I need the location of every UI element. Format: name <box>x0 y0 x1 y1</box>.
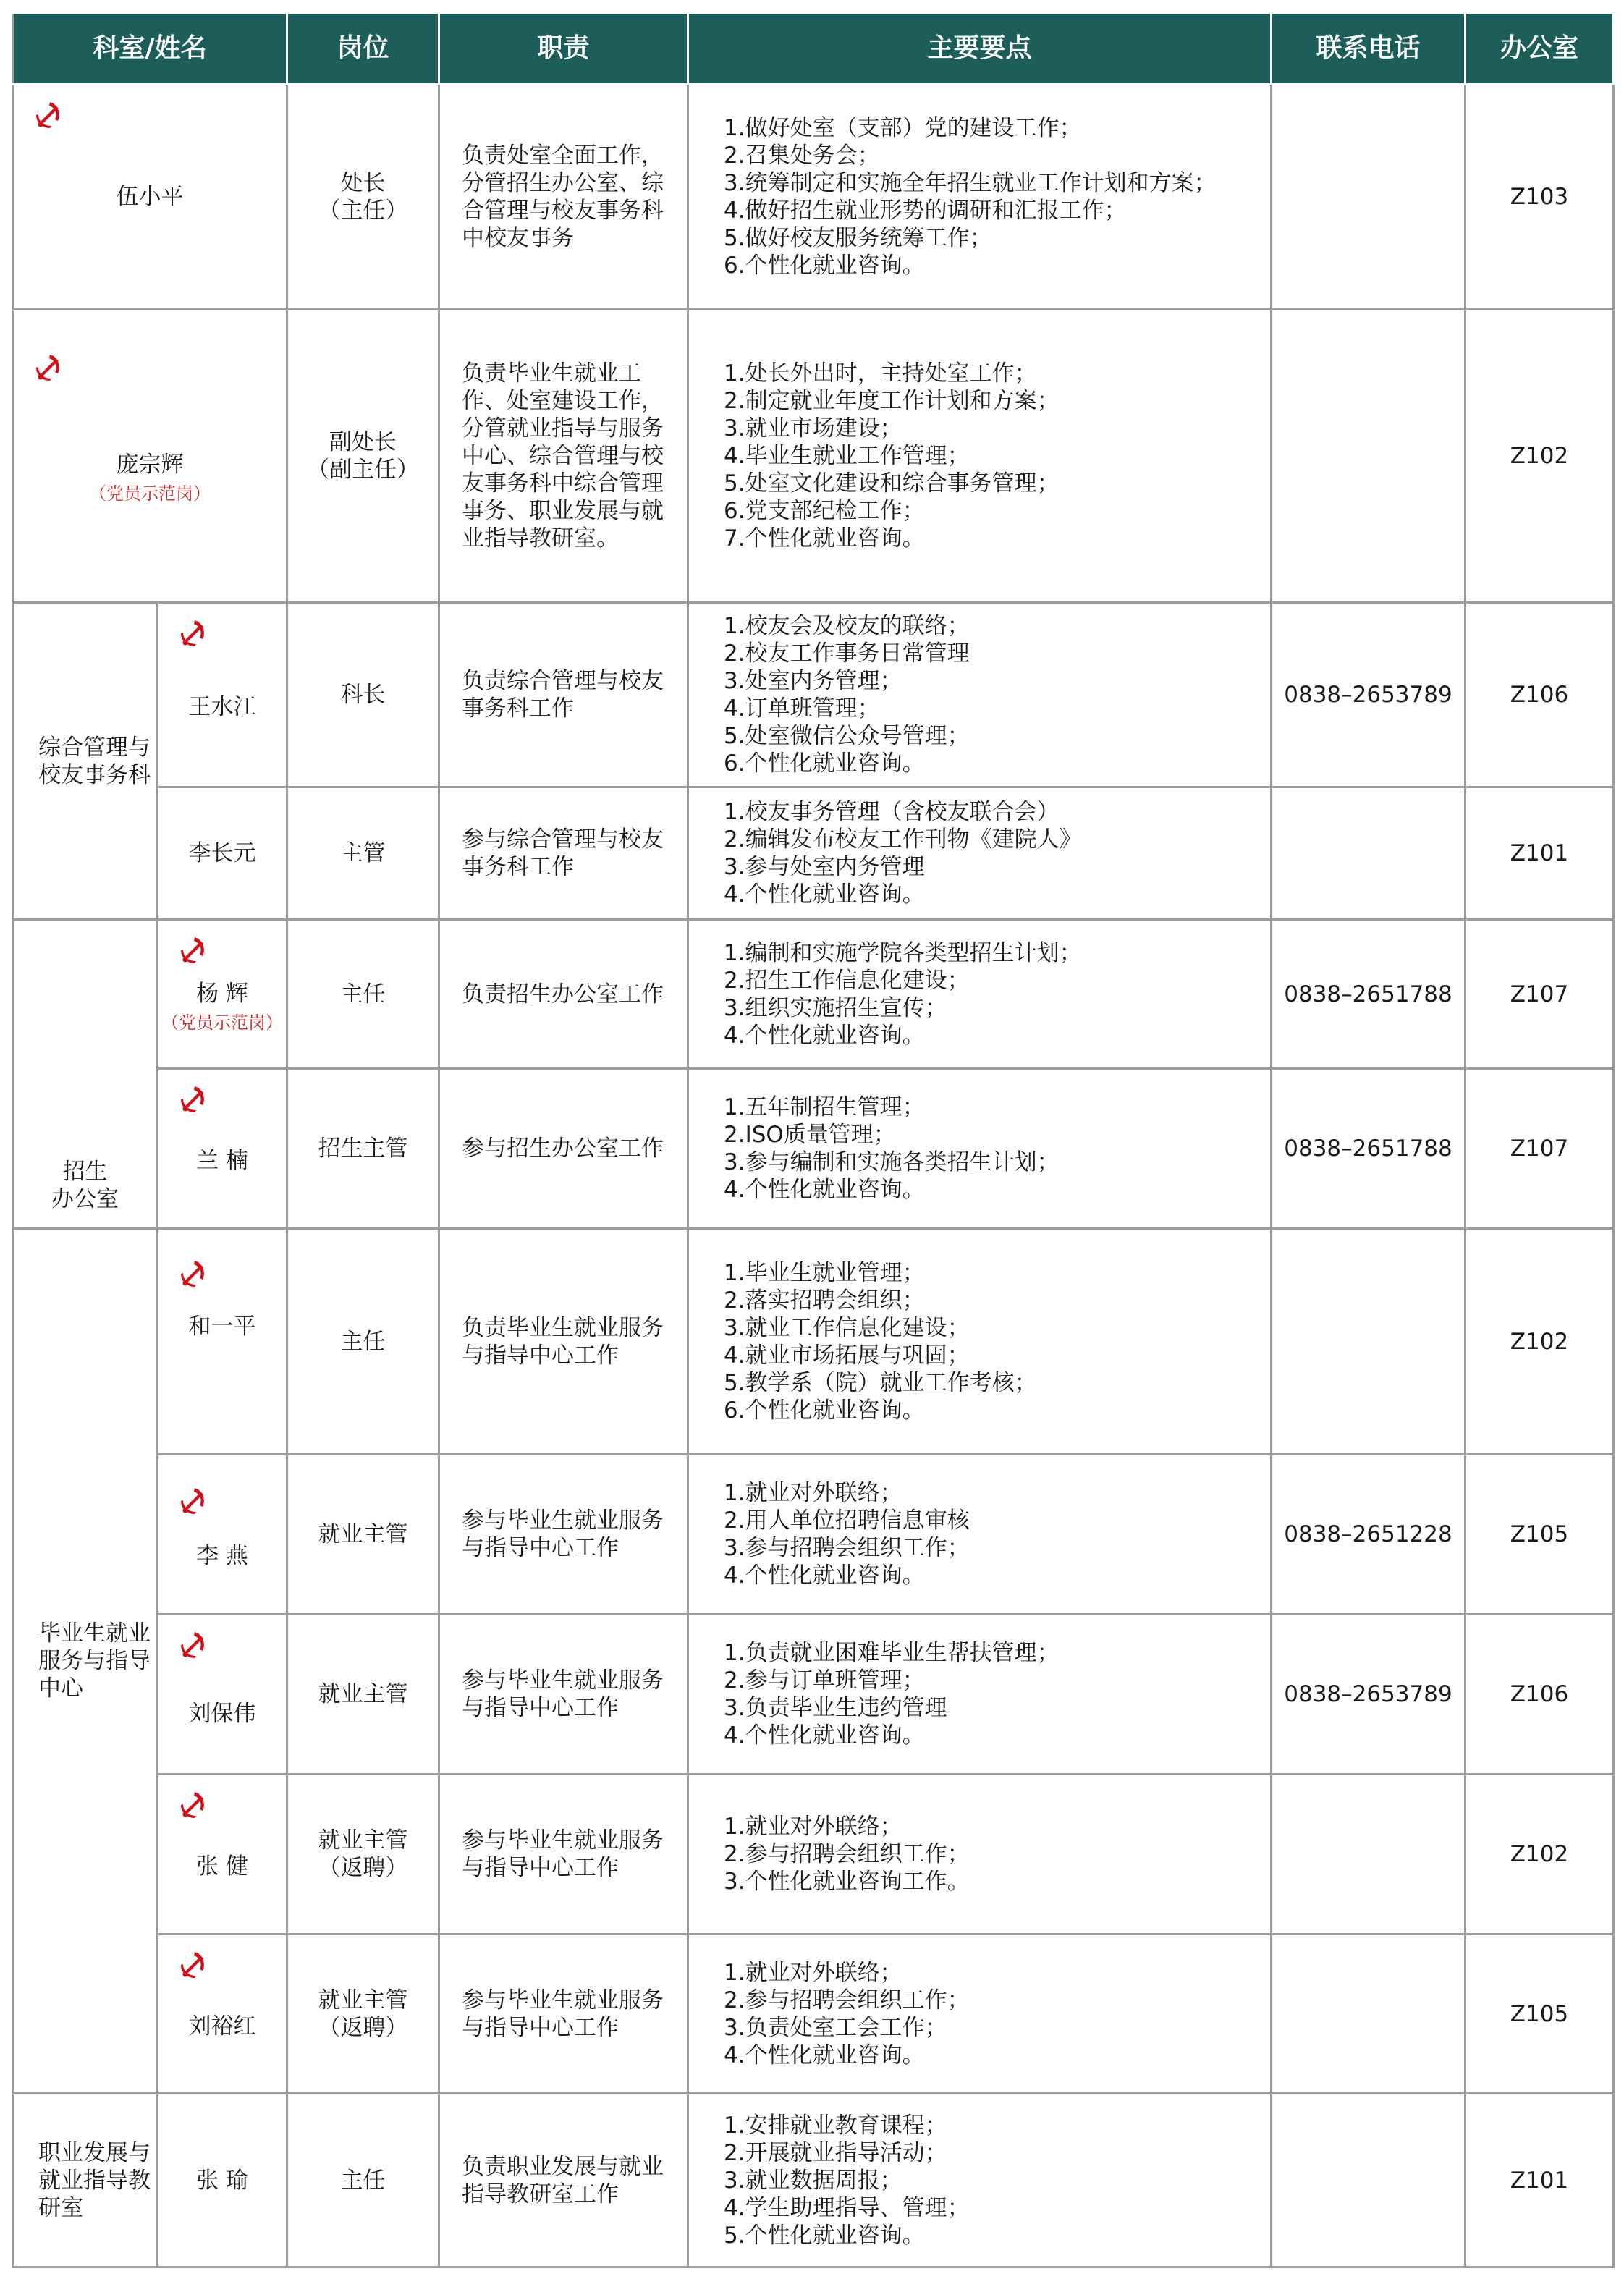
duty-cell: 参与毕业生就业服务与指导中心工作 <box>439 1455 688 1615</box>
party-emblem-icon <box>177 1788 209 1820</box>
point-item: 1.处长外出时，主持处室工作； <box>724 360 1037 386</box>
person-name: 杨 辉 <box>196 980 248 1007</box>
point-item: 3.处室内务管理； <box>724 668 902 694</box>
name-cell <box>158 603 287 787</box>
duty-cell: 负责毕业生就业服务与指导中心工作 <box>439 1229 688 1455</box>
point-item: 3.组织实施招生宣传； <box>724 994 947 1021</box>
point-item: 1.就业对外联络； <box>724 1814 902 1840</box>
point-item: 6.个性化就业咨询。 <box>724 253 925 279</box>
header-dept-name: 科室/姓名 <box>13 13 287 85</box>
name-cell <box>158 1229 287 1455</box>
phone-cell: 0838–2653789 <box>1272 603 1466 787</box>
header-position: 岗位 <box>287 13 439 85</box>
person-name: 刘裕红 <box>188 2013 256 2039</box>
office-cell: Z107 <box>1466 1069 1614 1229</box>
table-row <box>13 85 1614 310</box>
point-item: 1.安排就业教育课程； <box>724 2112 947 2139</box>
point-item: 1.编制和实施学院各类型招生计划； <box>724 939 1082 966</box>
point-item: 4.个性化就业咨询。 <box>724 881 925 908</box>
duty-cell: 参与毕业生就业服务与指导中心工作 <box>439 1935 688 2094</box>
table-row <box>13 920 1614 1069</box>
phone-cell: 0838–2651788 <box>1272 920 1466 1069</box>
points-cell <box>688 603 1272 787</box>
point-item: 6.党支部纪检工作； <box>724 498 925 524</box>
dept-cell: 综合管理与校友事务科 <box>13 603 158 920</box>
name-cell <box>158 1935 287 2094</box>
table-row <box>13 787 1614 920</box>
name-cell <box>158 1455 287 1615</box>
party-emblem-icon <box>33 351 64 383</box>
points-cell <box>688 920 1272 1069</box>
person-name: 和一平 <box>188 1313 256 1340</box>
name-cell <box>13 85 287 310</box>
dept-cell: 毕业生就业服务与指导中心 <box>13 1229 158 2094</box>
point-item: 2.制定就业年度工作计划和方案； <box>724 388 1060 414</box>
name-cell <box>158 920 287 1069</box>
person-name: 张 瑜 <box>196 2167 248 2194</box>
point-item: 3.就业数据周报； <box>724 2167 902 2194</box>
office-cell: Z106 <box>1466 603 1614 787</box>
phone-cell <box>1272 1935 1466 2094</box>
header-phone: 联系电话 <box>1272 13 1466 85</box>
point-item: 2.参与招聘会组织工作； <box>724 1987 970 2013</box>
point-item: 2.参与招聘会组织工作； <box>724 1841 970 1867</box>
point-item: 5.处室微信公众号管理； <box>724 723 970 749</box>
point-item: 3.负责毕业生违约管理 <box>724 1695 947 1721</box>
point-item: 1.毕业生就业管理； <box>724 1259 925 1286</box>
point-item: 4.就业市场拓展与巩固； <box>724 1342 970 1369</box>
point-item: 3.负责处室工会工作； <box>724 2014 947 2041</box>
name-cell <box>158 1069 287 1229</box>
duty-cell: 负责处室全面工作，分管招生办公室、综合管理与校友事务科中校友事务 <box>439 85 688 310</box>
points-cell <box>688 1935 1272 2094</box>
point-item: 3.参与招聘会组织工作； <box>724 1535 970 1561</box>
position-cell: 主任 <box>287 1229 439 1455</box>
point-item: 6.个性化就业咨询。 <box>724 750 925 777</box>
office-cell: Z102 <box>1466 1775 1614 1935</box>
table-row <box>13 1935 1614 2094</box>
person-name: 伍小平 <box>116 184 184 210</box>
phone-cell <box>1272 1775 1466 1935</box>
name-cell <box>158 2094 287 2267</box>
phone-cell <box>1272 85 1466 310</box>
duty-cell: 参与毕业生就业服务与指导中心工作 <box>439 1615 688 1775</box>
points-cell <box>688 1069 1272 1229</box>
duty-cell: 负责毕业生就业工作、处室建设工作，分管就业指导与服务中心、综合管理与校友事务科中综合管理事务、职业发展与就业指导教研室。 <box>439 310 688 603</box>
position-cell: 科长 <box>287 603 439 787</box>
table-row <box>13 1455 1614 1615</box>
points-cell <box>688 1455 1272 1615</box>
position-cell: 主任 <box>287 920 439 1069</box>
point-item: 4.个性化就业咨询。 <box>724 2042 925 2068</box>
office-cell: Z105 <box>1466 1455 1614 1615</box>
name-cell <box>158 787 287 920</box>
office-cell: Z101 <box>1466 2094 1614 2267</box>
point-item: 1.负责就业困难毕业生帮扶管理； <box>724 1640 1060 1666</box>
points-cell <box>688 1229 1272 1455</box>
table-row <box>13 2094 1614 2267</box>
phone-cell: 0838–2651788 <box>1272 1069 1466 1229</box>
party-emblem-icon <box>177 1628 209 1660</box>
duty-cell: 负责招生办公室工作 <box>439 920 688 1069</box>
point-item: 2.ISO质量管理； <box>724 1122 896 1148</box>
point-item: 2.落实招聘会组织； <box>724 1287 925 1314</box>
points-cell <box>688 1615 1272 1775</box>
phone-cell: 0838–2653789 <box>1272 1615 1466 1775</box>
duty-cell: 参与毕业生就业服务与指导中心工作 <box>439 1775 688 1935</box>
table-row <box>13 1615 1614 1775</box>
duty-cell: 参与综合管理与校友事务科工作 <box>439 787 688 920</box>
points-cell <box>688 1775 1272 1935</box>
position-cell: 就业主管 （返聘） <box>287 1775 439 1935</box>
point-item: 5.做好校友服务统筹工作； <box>724 225 992 251</box>
point-item: 2.参与订单班管理； <box>724 1667 925 1694</box>
point-item: 4.学生助理指导、管理； <box>724 2194 970 2221</box>
duty-cell: 负责职业发展与就业指导教研室工作 <box>439 2094 688 2267</box>
point-item: 5.个性化就业咨询。 <box>724 2222 925 2249</box>
table-row <box>13 1069 1614 1229</box>
phone-cell: 0838–2651228 <box>1272 1455 1466 1615</box>
phone-cell <box>1272 787 1466 920</box>
point-item: 4.毕业生就业工作管理； <box>724 443 970 469</box>
party-emblem-icon <box>177 1484 209 1516</box>
point-item: 1.校友会及校友的联络； <box>724 613 970 639</box>
party-model-post-tag: （党员示范岗） <box>89 483 211 504</box>
position-cell: 就业主管 （返聘） <box>287 1935 439 2094</box>
points-cell <box>688 85 1272 310</box>
point-item: 1.就业对外联络； <box>724 1959 902 1986</box>
point-item: 6.个性化就业咨询。 <box>724 1397 925 1424</box>
position-cell: 副处长 （副主任） <box>287 310 439 603</box>
office-cell: Z101 <box>1466 787 1614 920</box>
party-emblem-icon <box>177 1257 209 1289</box>
person-name: 李 燕 <box>196 1543 248 1569</box>
header-office: 办公室 <box>1466 13 1614 85</box>
phone-cell <box>1272 2094 1466 2267</box>
office-cell: Z107 <box>1466 920 1614 1069</box>
person-name: 刘保伟 <box>188 1701 256 1727</box>
office-cell: Z105 <box>1466 1935 1614 2094</box>
office-cell: Z102 <box>1466 1229 1614 1455</box>
point-item: 2.校友工作事务日常管理 <box>724 640 970 667</box>
name-cell <box>158 1775 287 1935</box>
point-item: 1.校友事务管理（含校友联合会） <box>724 799 1060 825</box>
point-item: 4.个性化就业咨询。 <box>724 1722 925 1749</box>
header-points: 主要要点 <box>688 13 1272 85</box>
points-cell <box>688 310 1272 603</box>
table-header-row <box>13 13 1614 85</box>
points-cell <box>688 2094 1272 2267</box>
person-name: 王水江 <box>188 694 256 720</box>
phone-cell <box>1272 1229 1466 1455</box>
point-item: 2.用人单位招聘信息审核 <box>724 1508 970 1534</box>
point-item: 3.个性化就业咨询工作。 <box>724 1869 970 1895</box>
position-cell: 主任 <box>287 2094 439 2267</box>
staff-table <box>12 12 1615 2268</box>
position-cell: 就业主管 <box>287 1455 439 1615</box>
point-item: 2.编辑发布校友工作刊物《建院人》 <box>724 826 1082 853</box>
point-item: 2.召集处务会； <box>724 143 880 169</box>
name-cell <box>13 310 287 603</box>
point-item: 3.参与处室内务管理 <box>724 854 925 880</box>
office-cell: Z103 <box>1466 85 1614 310</box>
person-name: 张 健 <box>196 1853 248 1880</box>
points-cell <box>688 787 1272 920</box>
point-item: 3.就业市场建设； <box>724 415 902 441</box>
point-item: 5.教学系（院）就业工作考核； <box>724 1369 1037 1396</box>
point-item: 1.就业对外联络； <box>724 1480 902 1506</box>
point-item: 1.五年制招生管理； <box>724 1094 925 1120</box>
header-duty: 职责 <box>439 13 688 85</box>
office-cell: Z106 <box>1466 1615 1614 1775</box>
position-cell: 主管 <box>287 787 439 920</box>
dept-cell: 招生 办公室 <box>13 920 158 1229</box>
office-cell: Z102 <box>1466 310 1614 603</box>
point-item: 3.参与编制和实施各类招生计划； <box>724 1149 1060 1175</box>
party-emblem-icon <box>33 98 64 130</box>
point-item: 4.个性化就业咨询。 <box>724 1177 925 1203</box>
table-row <box>13 603 1614 787</box>
point-item: 5.处室文化建设和综合事务管理； <box>724 470 1060 496</box>
person-name: 兰 楠 <box>196 1148 248 1174</box>
duty-cell: 参与招生办公室工作 <box>439 1069 688 1229</box>
point-item: 4.订单班管理； <box>724 695 880 722</box>
point-item: 4.个性化就业咨询。 <box>724 1563 925 1589</box>
party-emblem-icon <box>177 1083 209 1115</box>
name-cell <box>158 1615 287 1775</box>
point-item: 1.做好处室（支部）党的建设工作； <box>724 115 1082 141</box>
phone-cell <box>1272 310 1466 603</box>
point-item: 3.统筹制定和实施全年招生就业工作计划和方案； <box>724 170 1217 196</box>
position-cell: 就业主管 <box>287 1615 439 1775</box>
point-item: 7.个性化就业咨询。 <box>724 525 925 551</box>
person-name: 庞宗辉 <box>116 452 184 478</box>
position-cell: 招生主管 <box>287 1069 439 1229</box>
party-emblem-icon <box>177 934 209 965</box>
point-item: 3.就业工作信息化建设； <box>724 1314 970 1341</box>
party-model-post-tag: （党员示范岗） <box>161 1012 283 1033</box>
dept-cell: 职业发展与就业指导教研室 <box>13 2094 158 2267</box>
point-item: 2.开展就业指导活动； <box>724 2139 947 2166</box>
point-item: 4.做好招生就业形势的调研和汇报工作； <box>724 198 1127 224</box>
table-row <box>13 1775 1614 1935</box>
party-emblem-icon <box>177 617 209 648</box>
table-row <box>13 1229 1614 1455</box>
duty-cell: 负责综合管理与校友事务科工作 <box>439 603 688 787</box>
point-item: 2.招生工作信息化建设； <box>724 967 970 994</box>
party-emblem-icon <box>177 1948 209 1980</box>
table-row <box>13 310 1614 603</box>
position-cell: 处长 （主任） <box>287 85 439 310</box>
point-item: 4.个性化就业咨询。 <box>724 1022 925 1049</box>
staff-table-sheet <box>12 12 1612 2267</box>
person-name: 李长元 <box>188 840 256 866</box>
